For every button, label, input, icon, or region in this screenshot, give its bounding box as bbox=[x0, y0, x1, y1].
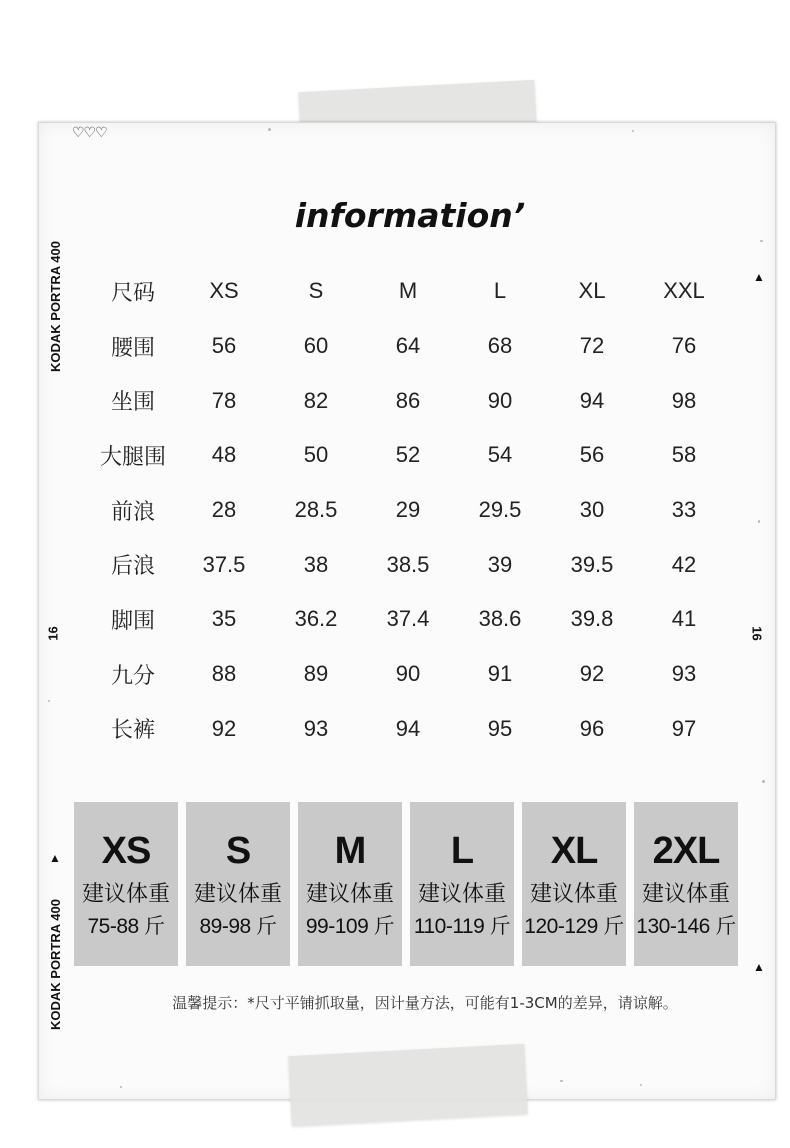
row-label: 脚围 bbox=[110, 608, 155, 634]
table-cell: 95 bbox=[487, 715, 513, 741]
triangle-marker-left: ▲ bbox=[49, 851, 61, 865]
size-header: M bbox=[398, 278, 418, 304]
frame-number-left: 16 bbox=[45, 626, 61, 641]
table-cell: 72 bbox=[579, 333, 605, 359]
table-cell: 98 bbox=[671, 387, 697, 413]
row-label: 长裤 bbox=[110, 718, 155, 744]
hearts-decoration: ♡♡♡ bbox=[72, 124, 107, 140]
table-cell: 35 bbox=[211, 606, 237, 632]
table-cell: 38.5 bbox=[386, 551, 430, 577]
box-size: 2XL bbox=[652, 830, 720, 872]
table-cell: 37.4 bbox=[386, 606, 430, 632]
table-cell: 39.8 bbox=[570, 606, 614, 632]
grain-speck bbox=[120, 1086, 122, 1088]
table-cell: 58 bbox=[671, 442, 697, 468]
table-row bbox=[88, 483, 730, 538]
table-cell: 39.5 bbox=[570, 551, 614, 577]
table-cell: 50 bbox=[303, 442, 329, 468]
table-cell: 42 bbox=[671, 551, 697, 577]
table-cell: 64 bbox=[395, 333, 421, 359]
table-cell: 29.5 bbox=[478, 497, 522, 523]
table-cell: 78 bbox=[211, 387, 237, 413]
weight-box-xs bbox=[74, 802, 178, 966]
table-cell: 90 bbox=[395, 661, 421, 687]
tape-bottom bbox=[288, 1044, 527, 1126]
table-cell: 41 bbox=[671, 606, 697, 632]
table-cell: 37.5 bbox=[202, 551, 246, 577]
table-row bbox=[88, 373, 730, 428]
table-row bbox=[88, 647, 730, 702]
box-size: L bbox=[450, 830, 474, 872]
table-cell: 60 bbox=[303, 333, 329, 359]
size-header: L bbox=[493, 278, 507, 304]
box-size: M bbox=[334, 830, 366, 872]
table-cell: 28.5 bbox=[294, 497, 338, 523]
table-cell: 68 bbox=[487, 333, 513, 359]
table-cell: 38.6 bbox=[478, 606, 522, 632]
box-label: 建议体重 bbox=[305, 882, 394, 907]
box-range: 99-109 斤 bbox=[305, 915, 395, 938]
film-brand-left-bottom: KODAK PORTRA 400 bbox=[48, 899, 63, 1030]
table-cell: 88 bbox=[211, 661, 237, 687]
size-table bbox=[88, 264, 730, 756]
triangle-marker-right-top: ▲ bbox=[753, 270, 765, 284]
table-cell: 82 bbox=[303, 387, 329, 413]
table-cell: 89 bbox=[303, 661, 329, 687]
grain-speck bbox=[760, 240, 763, 242]
box-range: 110-119 斤 bbox=[413, 915, 511, 938]
table-cell: 76 bbox=[671, 333, 697, 359]
frame-number-right: 16 bbox=[749, 626, 765, 641]
film-brand-left-top: KODAK PORTRA 400 bbox=[48, 241, 63, 372]
row-label: 后浪 bbox=[110, 554, 155, 580]
box-label: 建议体重 bbox=[81, 882, 170, 907]
box-label: 建议体重 bbox=[193, 882, 282, 907]
grain-speck bbox=[560, 1080, 563, 1082]
page-title: information’ bbox=[294, 196, 526, 235]
table-cell: 54 bbox=[487, 442, 513, 468]
table-header-row bbox=[88, 264, 730, 319]
size-header: XS bbox=[209, 278, 239, 304]
weight-box-s bbox=[186, 802, 290, 966]
triangle-marker-right-bottom: ▲ bbox=[753, 960, 765, 974]
table-cell: 36.2 bbox=[294, 606, 338, 632]
row-label: 前浪 bbox=[110, 499, 155, 525]
grain-speck bbox=[48, 700, 50, 702]
box-label: 建议体重 bbox=[529, 882, 618, 907]
table-cell: 93 bbox=[671, 661, 697, 687]
table-cell: 94 bbox=[395, 715, 421, 741]
table-cell: 38 bbox=[303, 551, 329, 577]
table-row bbox=[88, 428, 730, 483]
table-row bbox=[88, 702, 730, 757]
row-label: 九分 bbox=[110, 663, 155, 689]
box-range: 75-88 斤 bbox=[87, 915, 165, 938]
table-cell: 93 bbox=[303, 715, 329, 741]
header-label: 尺码 bbox=[110, 280, 155, 306]
row-label: 腰围 bbox=[110, 335, 155, 361]
box-range: 120-129 斤 bbox=[524, 915, 624, 938]
grain-speck bbox=[758, 520, 760, 523]
table-cell: 90 bbox=[487, 387, 513, 413]
size-header: S bbox=[308, 278, 324, 304]
table-cell: 96 bbox=[579, 715, 605, 741]
table-row bbox=[88, 537, 730, 592]
weight-box-2xl bbox=[634, 802, 738, 966]
grain-speck bbox=[762, 780, 765, 783]
grain-speck bbox=[268, 128, 271, 131]
table-cell: 39 bbox=[487, 551, 513, 577]
row-label: 坐围 bbox=[110, 390, 155, 416]
box-range: 89-98 斤 bbox=[199, 915, 277, 938]
weight-box-m bbox=[298, 802, 402, 966]
table-cell: 33 bbox=[671, 497, 697, 523]
box-size: S bbox=[225, 830, 251, 872]
table-cell: 86 bbox=[395, 387, 421, 413]
size-header: XXL bbox=[663, 278, 705, 304]
table-cell: 28 bbox=[211, 497, 237, 523]
table-cell: 94 bbox=[579, 387, 605, 413]
table-row bbox=[88, 319, 730, 374]
row-label: 大腿围 bbox=[99, 444, 166, 470]
table-cell: 52 bbox=[395, 442, 421, 468]
table-cell: 97 bbox=[671, 715, 697, 741]
weight-box-xl bbox=[522, 802, 626, 966]
weight-box-l bbox=[410, 802, 514, 966]
table-cell: 92 bbox=[211, 715, 237, 741]
table-cell: 56 bbox=[579, 442, 605, 468]
table-row bbox=[88, 592, 730, 647]
box-label: 建议体重 bbox=[641, 882, 730, 907]
box-size: XS bbox=[101, 830, 151, 872]
size-header: XL bbox=[578, 278, 606, 304]
box-size: XL bbox=[550, 830, 598, 872]
table-cell: 30 bbox=[579, 497, 605, 523]
table-cell: 56 bbox=[211, 333, 237, 359]
grain-speck bbox=[632, 130, 634, 132]
box-range: 130-146 斤 bbox=[636, 915, 736, 938]
table-cell: 29 bbox=[395, 497, 421, 523]
box-label: 建议体重 bbox=[417, 882, 506, 907]
table-cell: 48 bbox=[211, 442, 237, 468]
footnote: 温馨提示：*尺寸平铺抓取量，因计量方法，可能有1-3CM的差异，请谅解。 bbox=[172, 994, 678, 1012]
table-cell: 91 bbox=[487, 661, 513, 687]
grain-speck bbox=[640, 1084, 642, 1086]
table-cell: 92 bbox=[579, 661, 605, 687]
